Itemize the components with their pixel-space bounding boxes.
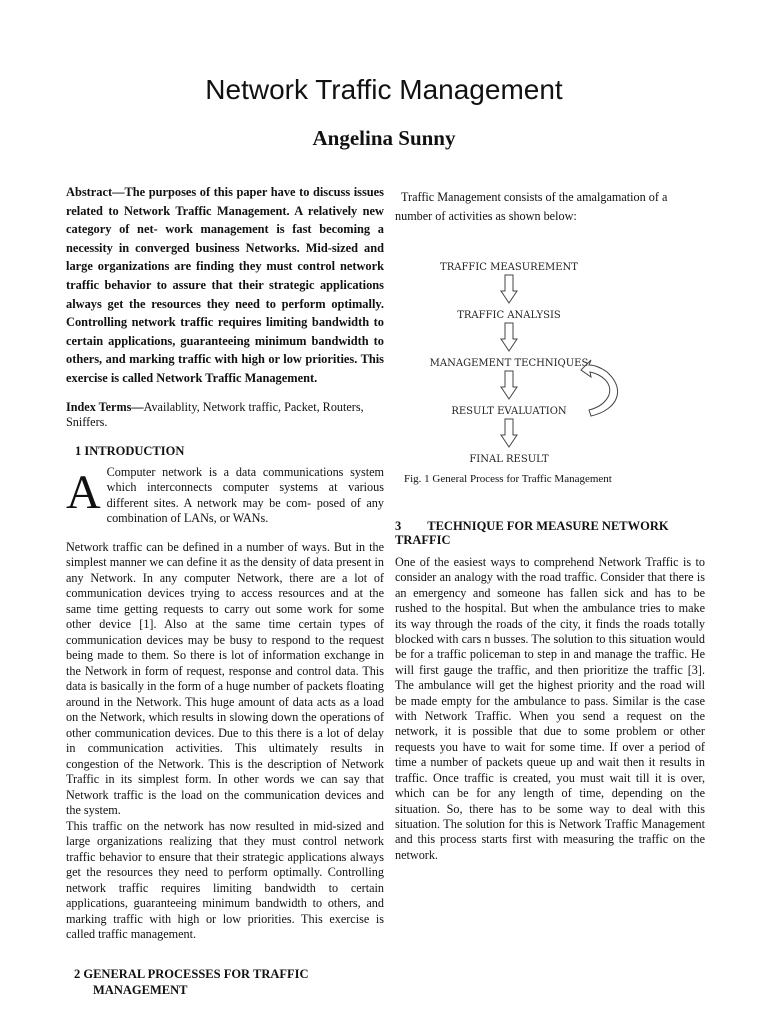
- figure-caption: Fig. 1 General Process for Traffic Management: [404, 473, 612, 485]
- section-1-heading: 1 INTRODUCTION: [75, 443, 185, 458]
- step-traffic-measurement: TRAFFIC MEASUREMENT: [440, 262, 578, 273]
- abstract: Abstract—The purposes of this paper have to discuss issues related to Network Traffic Management. A relatively new category of net- work management is fast becoming a necessity in converged business Networks. Mid-sized and large organizations are finding they must control network traffic behavior to assure that their strategic applications always get the resources they need to perform optimally. Controlling network traffic requires limiting bandwidth to certain applications, guaranteeing minimum bandwidth to others, and marking traffic with high or low priorities. This exercise is called Network Traffic Management.: [66, 185, 384, 385]
- drop-cap: A: [66, 465, 101, 519]
- section-1-paragraph-3: This traffic on the network has now resulted in mid-sized and large organizations realizing that they must control network traffic behavior to ensure that their strategic applications always get the resources they need to perform optimally. Controlling network traffic requires limiting bandwidth to certain applications, guaranteeing minimum bandwidth to others, and marking traffic with high or low priorities. This exercise is called traffic management.: [66, 818, 384, 942]
- step-final-result: FINAL RESULT: [469, 454, 549, 465]
- arrow-down-icon: [501, 275, 517, 303]
- index-terms: [66, 400, 384, 431]
- left-column: [66, 183, 384, 943]
- section-1-paragraph-2: Network traffic can be defined in a number of ways. But in the simplest manner we can define it as the density of data present in any Network. In any computer Network, there are a lot of communication devices trying to access resources and at the same time getting requests to carry out some work for some other device [1]. Also at the same time certain types of communication devices may be busy to respond to the request being made to them. So there is lot of information exchange in the Network in form of request, response and control data. This data is basically in the form of a huge number of packets floating around in the Network. This huge amount of data acts as a load on the Network, which results in slowing down the operations of other communication devices. Due to this there is a lot of delay in communication activities. This ultimately results in congestion of the Network. This is the description of Network Traffic in its simplest form. In other words we can say that Network traffic is the load on the communication devices and the system.: [66, 539, 384, 818]
- author-name: Angelina Sunny: [312, 126, 456, 150]
- index-terms-label: Index Terms—: [66, 399, 144, 414]
- step-result-evaluation: RESULT EVALUATION: [451, 406, 567, 417]
- section-3-title: TECHNIQUE FOR MEASURE NETWORK TRAFFIC: [395, 519, 669, 547]
- section-3-heading: [395, 519, 705, 547]
- section-2-heading-line2: MANAGEMENT: [93, 983, 188, 997]
- arrow-down-icon: [501, 419, 517, 447]
- step-traffic-analysis: TRAFFIC ANALYSIS: [457, 310, 561, 321]
- process-diagram: [395, 250, 655, 470]
- arrow-down-icon: [501, 371, 517, 399]
- step-management-techniques: MANAGEMENT TECHNIQUES: [429, 358, 589, 369]
- intro-text: Computer network is a data communications system which interconnects computer systems at various different sites. A network may be com- posed of any combination of LANs, or WANs.: [106, 464, 384, 526]
- section-3-body: One of the easiest ways to comprehend Network Traffic is to consider an analogy with the road traffic. Consider that there is an emergency and someone has fallen sick and has to be rushed to the hospital. But when the ambulance tries to make its way through the roads of the city, it finds the roads totally blocked with cars n busses. The solution to this situation would be for a traffic policeman to step in and manage the traffic. He will first gauge the traffic, and then prioritize the traffic [3]. The ambulance will get the highest priority and the road will be made empty for the ambulance to pass. Similar is the case with Network Traffic. When you send a request on the network, it is possible that due to some problem or other requests you have to wait for some time. If over a period of time a number of packets queue up and wait then it results in traffic. Once traffic is created, you must wait till it is over, which can be for any length of time, depending on the situation. So, there has to be some way to deal with this situation. The solution for this is Network Traffic Management and this process starts first with measuring the traffic on the network.: [395, 555, 705, 862]
- section-3-number: 3: [395, 519, 402, 533]
- right-column-intro: [395, 183, 705, 224]
- traffic-intro-line1: Traffic Management consists of the amalgamation of a: [401, 190, 668, 204]
- paper-title: Network Traffic Management: [205, 74, 563, 105]
- traffic-intro-line2: number of activities as shown below:: [395, 209, 577, 223]
- index-terms-text: Availablity, Network traffic, Packet, Routers, Sniffers.: [66, 399, 364, 430]
- section-2-heading: [74, 966, 309, 998]
- arrow-down-icon: [501, 323, 517, 351]
- intro-paragraph: [66, 465, 384, 527]
- section-2-heading-line1: 2 GENERAL PROCESSES FOR TRAFFIC: [74, 967, 309, 981]
